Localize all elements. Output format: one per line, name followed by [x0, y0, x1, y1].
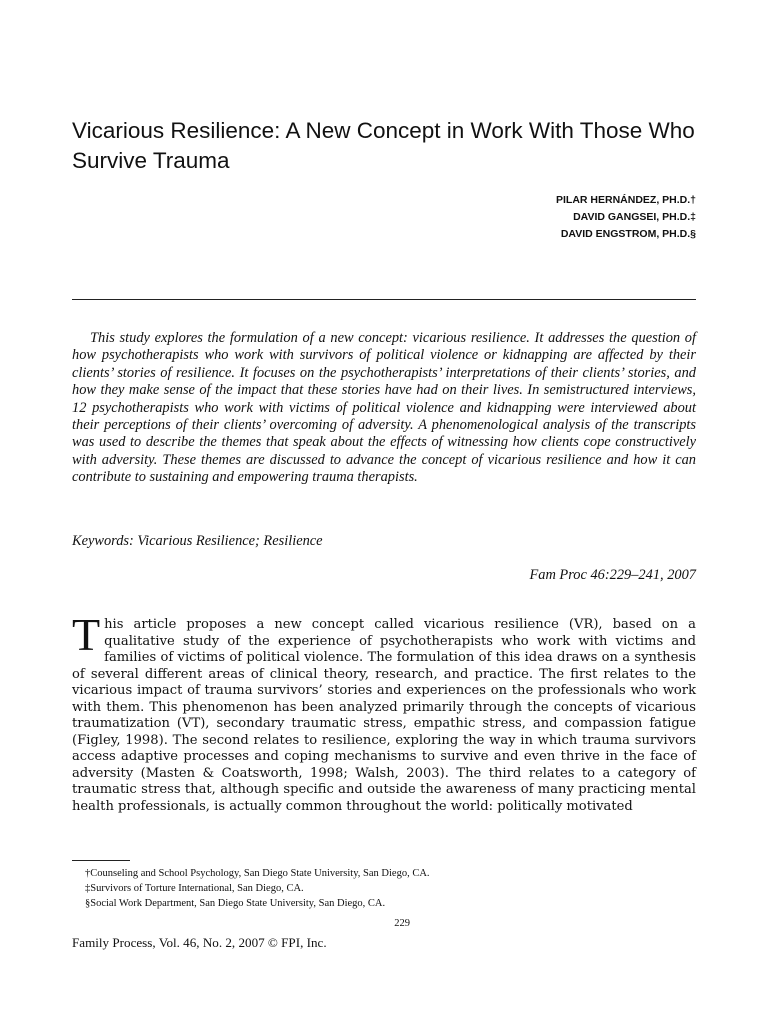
- page-number: 229: [394, 918, 410, 929]
- drop-cap: T: [72, 609, 101, 660]
- abstract: This study explores the formulation of a new concept: vicarious resilience. It addresses the question of how psychotherapists who work with survivors of political violence or kidnapping are affected by their clients’ stories of resilience. It focuses on the psychotherapists’ interpretations of their clients’ stories, and how they make sense of the impact that these stories have had on their lives. In semistructured interviews, 12 psychotherapists who work with victims of political violence and kidnapping were interviewed about their perceptions of their clients’ overcoming of adversity. A phenomenological analysis of the transcripts was used to describe the themes that speak about the effects of witnessing how clients cope constructively with adversity. These themes are discussed to advance the concept of vicarious resilience and how it can contribute to sustaining and empowering trauma therapists.: [72, 330, 696, 486]
- article-title: Vicarious Resilience: A New Concept in Work With Those Who Survive Trauma: [72, 118, 695, 173]
- article-page: [72, 0, 696, 1024]
- body-paragraph: [72, 609, 696, 815]
- page-number-row: [72, 918, 696, 929]
- footnote: ‡Survivors of Torture International, San Diego, CA.: [85, 883, 304, 894]
- journal-footer: Family Process, Vol. 46, No. 2, 2007 © FPI, Inc.: [72, 935, 327, 950]
- footnote: †Counseling and School Psychology, San Diego State University, San Diego, CA.: [85, 868, 430, 879]
- author-name: PILAR HERNÁNDEZ, PH.D.†: [555, 194, 696, 206]
- footnote-divider: [72, 860, 130, 861]
- keywords: Keywords: Vicarious Resilience; Resilience: [72, 533, 323, 549]
- author-list: [556, 192, 696, 243]
- author-name: DAVID GANGSEI, PH.D.‡: [573, 211, 696, 223]
- citation: Fam Proc 46:229–241, 2007: [529, 567, 696, 583]
- author-name: DAVID ENGSTROM, PH.D.§: [560, 228, 696, 240]
- footnote: §Social Work Department, San Diego State University, San Diego, CA.: [85, 898, 386, 909]
- body-text: his article proposes a new concept called vicarious resilience (VR), based on a qualitative study of the experience of psychotherapists who work with victims and families of victims of political violence. The formulation of this idea draws on a synthesis of several different areas of clinical theory, research, and practice. The first relates to the vicarious impact of trauma survivors’ stories and experiences on the professionals who work with them. This phenomenon has been analyzed primarily through the concepts of vicarious traumatization (VT), secondary traumatic stress, empathic stress, and compassion fatigue (Figley, 1998). The second relates to resilience, exploring the way in which trauma survivors access adaptive processes and coping mechanisms to survive and even thrive in the face of adversity (Masten & Coatsworth, 1998; Walsh, 2003). The third relates to a category of traumatic stress that, although specific and outside the awareness of many practicing mental health professionals, is actually common throughout the world: politically motivated: [72, 617, 696, 814]
- title-divider: [72, 299, 696, 300]
- footnotes: [85, 866, 430, 911]
